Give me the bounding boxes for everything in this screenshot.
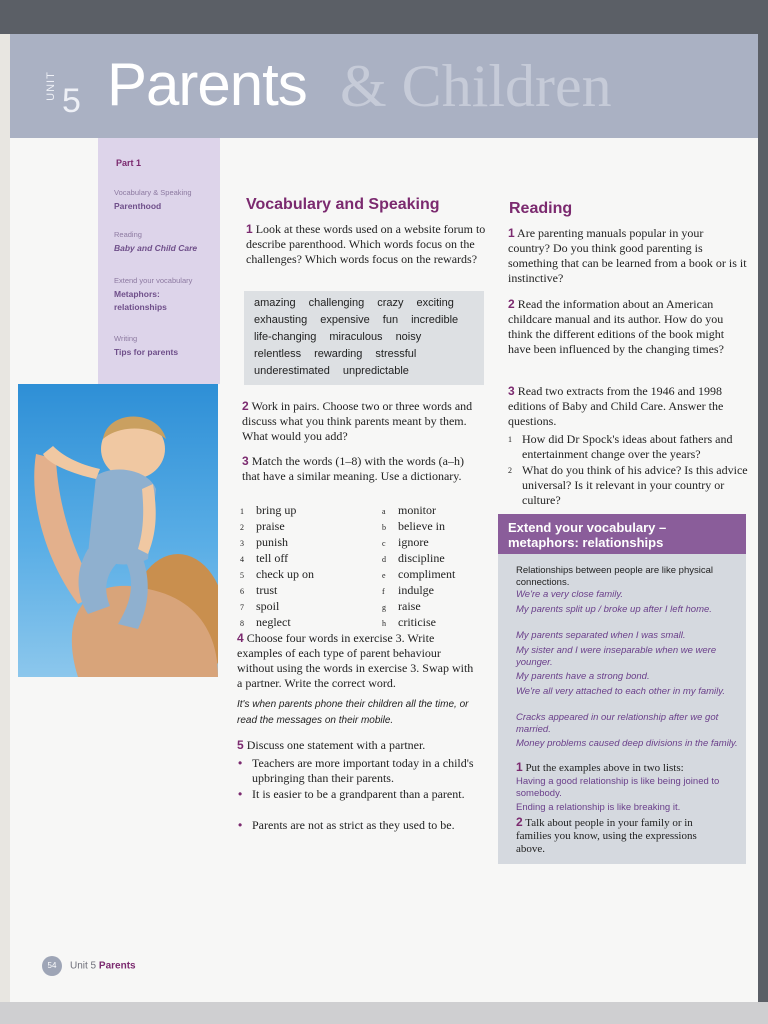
vocab-exercise-5 [237, 738, 477, 753]
task-number: 2 [516, 815, 523, 829]
extend-intro: Relationships between people are like physical connections. [516, 565, 713, 588]
sidebar-category: Reading [114, 230, 142, 239]
exercise-text: Work in pairs. Choose two or three words and discuss what you think parents meant by them. What would you add? [242, 399, 473, 443]
word-row [254, 297, 467, 309]
match-item [240, 567, 370, 583]
word-row [254, 348, 429, 360]
page-title: Parents [107, 51, 307, 118]
book-spine [0, 34, 10, 1002]
match-item [382, 503, 492, 519]
list-header: Ending a relationship is like breaking it. [516, 802, 681, 813]
task-text: Talk about people in your family or in families you know, using the expressions above. [516, 817, 697, 855]
word: expensive [320, 314, 370, 326]
match-item [382, 583, 492, 599]
item-number: 8 [240, 619, 244, 628]
sidebar-category: Writing [114, 334, 138, 343]
match-left-column [240, 503, 370, 631]
metaphor-example: Cracks appeared in our relationship after we got married. [516, 712, 719, 735]
extend-task-2 [516, 816, 716, 856]
bullet-icon: • [238, 787, 243, 801]
item-word: indulge [398, 583, 434, 597]
exercise-number: 3 [508, 384, 515, 398]
item-number: 1 [240, 507, 244, 516]
statement-text: Teachers are more important today in a child's upbringing than their parents. [252, 756, 474, 785]
item-number: 6 [240, 587, 244, 596]
item-word: punish [256, 535, 289, 549]
word: relentless [254, 348, 302, 360]
exercise-number: 5 [237, 738, 244, 752]
exercise-number: 2 [508, 297, 515, 311]
word: exhausting [254, 314, 308, 326]
exercise-number: 1 [246, 222, 253, 236]
exercise-number: 4 [237, 631, 244, 645]
word: challenging [308, 297, 365, 309]
match-item [382, 567, 492, 583]
word-box [244, 291, 484, 385]
word: crazy [377, 297, 404, 309]
exercise-number: 3 [242, 454, 249, 468]
word: stressful [375, 348, 417, 360]
item-word: tell off [256, 551, 289, 565]
photo-illustration [18, 384, 218, 677]
item-word: believe in [398, 519, 445, 533]
match-item [382, 535, 492, 551]
item-letter: h [382, 619, 386, 628]
item-word: neglect [256, 615, 291, 629]
page-bottom-edge [0, 1002, 768, 1024]
word: fun [382, 314, 399, 326]
unit-word: UNIT [44, 71, 57, 101]
page-title-faded: & Children [340, 53, 612, 119]
item-number: 7 [240, 603, 244, 612]
metaphor-example: We're a very close family. [516, 589, 624, 600]
metaphor-example: Money problems caused deep divisions in the family. [516, 738, 738, 749]
item-letter: g [382, 603, 386, 612]
task-number: 1 [516, 760, 523, 774]
item-word: trust [256, 583, 278, 597]
item-letter: a [382, 507, 386, 516]
exercise-text: Read the information about an American childcare manual and its author. How do you think the different editions of the book might have been influenced by the changing times? [508, 297, 725, 356]
textbook-page [10, 34, 758, 1002]
unit-number: 5 [62, 82, 81, 120]
exercise-text: Are parenting manuals popular in your country? Do you think good parenting is something that can be learned from a book or is it instinctive? [508, 226, 747, 285]
list-header: Having a good relationship is like being joined to somebody. [516, 776, 720, 799]
item-word: discipline [398, 551, 445, 565]
footer-unit: Unit 5 [70, 960, 97, 972]
metaphor-example: My sister and I were inseparable when we were younger. [516, 645, 717, 668]
match-item [240, 583, 370, 599]
word-row [254, 331, 434, 343]
match-item [240, 503, 370, 519]
item-letter: c [382, 539, 386, 548]
word: miraculous [329, 331, 383, 343]
item-letter: f [382, 587, 385, 596]
question-text: What do you think of his advice? Is this advice universal? Is it relevant in your country or culture? [522, 463, 748, 507]
match-right-column [382, 503, 492, 631]
item-letter: d [382, 555, 386, 564]
item-number: 3 [240, 539, 244, 548]
word: underestimated [254, 365, 330, 377]
extend-task-1 [516, 762, 742, 775]
word: life-changing [254, 331, 317, 343]
statement-item [238, 756, 474, 786]
match-item [240, 551, 370, 567]
word: incredible [411, 314, 459, 326]
match-item [240, 519, 370, 535]
match-item [382, 599, 492, 615]
reading-question [508, 432, 750, 462]
match-item [382, 615, 492, 631]
reading-question [508, 463, 750, 508]
vocab-exercise-3 [242, 454, 474, 484]
exercise-number: 2 [242, 399, 249, 413]
sidebar-category: Extend your vocabulary [114, 276, 193, 285]
word: exciting [416, 297, 454, 309]
statement-text: It is easier to be a grandparent than a parent. [252, 787, 465, 801]
sidebar-category: Vocabulary & Speaking [114, 188, 192, 197]
item-word: spoil [256, 599, 280, 613]
extend-vocab-box [498, 554, 746, 864]
reading-exercise-2 [508, 297, 748, 357]
bullet-icon: • [238, 756, 243, 770]
metaphor-example: My parents separated when I was small. [516, 630, 686, 641]
exercise-4-example: It's when parents phone their children all the time, or read the messages on their mobile. [237, 699, 469, 726]
vocab-exercise-2 [242, 399, 476, 444]
metaphor-example: My parents have a strong bond. [516, 671, 650, 682]
reading-exercise-1 [508, 226, 748, 286]
metaphor-example: My parents split up / broke up after I left home. [516, 604, 712, 615]
part-label: Part 1 [116, 158, 142, 168]
bullet-icon: • [238, 818, 243, 832]
word-row [254, 365, 422, 377]
vocab-exercise-4 [237, 631, 477, 691]
item-number: 2 [240, 523, 244, 532]
word: unpredictable [342, 365, 409, 377]
footer-unit-name: Parents [98, 960, 136, 972]
word-row [254, 314, 471, 326]
statement-item [238, 787, 474, 802]
parent-child-photo [18, 384, 218, 677]
word: noisy [395, 331, 422, 343]
question-number: 1 [508, 435, 512, 444]
question-number: 2 [508, 466, 512, 475]
item-word: praise [256, 519, 285, 533]
item-letter: e [382, 571, 386, 580]
unit-label [40, 62, 81, 124]
item-word: monitor [398, 503, 436, 517]
reading-heading: Reading [509, 200, 573, 217]
word: amazing [254, 297, 296, 309]
exercise-text: Match the words (1–8) with the words (a–h) that have a similar meaning. Use a dictionary. [242, 454, 464, 483]
item-word: compliment [398, 567, 456, 581]
match-item [382, 551, 492, 567]
item-letter: b [382, 523, 386, 532]
task-text: Put the examples above in two lists: [525, 762, 684, 774]
exercise-text: Look at these words used on a website forum to describe parenthood. Which words focus on the challenges? Which words focus on the rewards? [246, 222, 486, 266]
unit-banner [10, 34, 758, 138]
extend-vocab-header [498, 514, 746, 554]
part-sidebar [98, 138, 220, 384]
sidebar-topic: Parenthood [114, 201, 162, 211]
match-item [382, 519, 492, 535]
match-item [240, 599, 370, 615]
page-number: 54 [42, 956, 62, 976]
item-number: 5 [240, 571, 244, 580]
exercise-text: Choose four words in exercise 3. Write examples of each type of parent behaviour without using the words in exercise 3. Swap with a partner. Write the correct word. [237, 631, 474, 690]
exercise-number: 1 [508, 226, 515, 240]
item-word: bring up [256, 503, 297, 517]
match-item [240, 615, 370, 631]
statement-item [238, 818, 474, 833]
metaphor-example: We're all very attached to each other in my family. [516, 686, 725, 697]
item-word: raise [398, 599, 421, 613]
reading-exercise-3 [508, 384, 750, 429]
vocab-exercise-1 [246, 222, 488, 267]
exercise-text: Read two extracts from the 1946 and 1998 editions of Baby and Child Care. Answer the questions. [508, 384, 724, 428]
question-text: How did Dr Spock's ideas about fathers and entertainment change over the years? [522, 432, 733, 461]
sidebar-topic: Metaphors: relationships [114, 289, 167, 312]
item-number: 4 [240, 555, 244, 564]
match-item [240, 535, 370, 551]
item-word: criticise [398, 615, 436, 629]
item-word: check up on [256, 567, 314, 581]
sidebar-topic: Baby and Child Care [114, 243, 198, 253]
extend-vocab-title: Extend your vocabulary – metaphors: relationships [508, 520, 667, 550]
exercise-text: Discuss one statement with a partner. [246, 738, 426, 752]
page-footer [42, 956, 136, 976]
statement-text: Parents are not as strict as they used to be. [252, 818, 455, 832]
vocab-heading: Vocabulary and Speaking [246, 196, 440, 213]
word: rewarding [314, 348, 363, 360]
item-word: ignore [398, 535, 429, 549]
sidebar-topic: Tips for parents [114, 347, 179, 357]
